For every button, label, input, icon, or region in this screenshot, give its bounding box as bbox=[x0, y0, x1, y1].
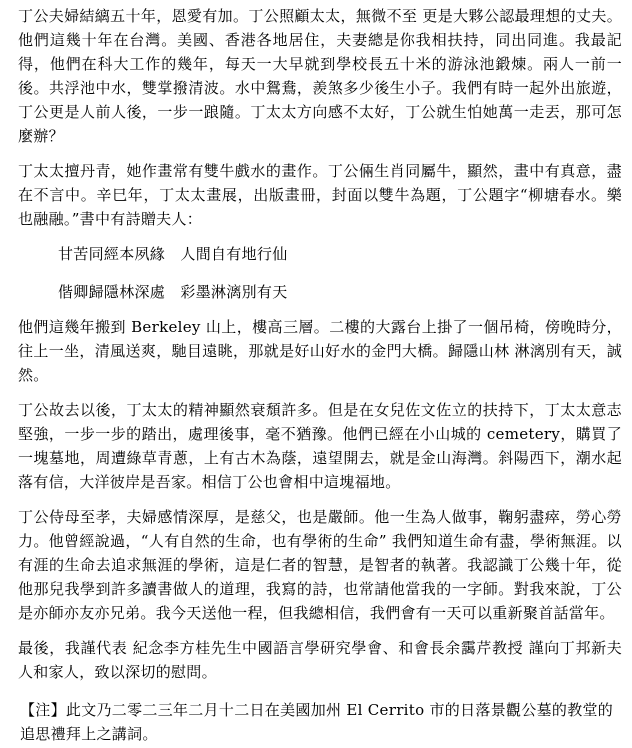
poem-line-1: 甘苦同經本夙緣 人間自有地行仙 bbox=[58, 245, 288, 263]
paragraph-marriage: 丁公夫婦結縭五十年，恩愛有加。丁公照顧太太，無微不至 更是大夥公認最理想的丈夫。他們這幾十年在台灣。美國、香港各地居住，夫妻總是你我相扶持，同出同進。我最記得，他們在科大工作的幾年，每天一大早就到學校長五十米的游泳池鍛煉。兩人一前一後。共浮池中水，雙掌撥清波。水中鴛鴦，羨煞多少後生小子。我們有時一起外出旅遊，丁公更是人前人後，一步一踉隨。丁太太方向感不太好，丁公就生怕她萬一走丟，那可怎麼辦？ bbox=[18, 7, 622, 145]
paragraph-after-passing: 丁公故去以後，丁太太的精神顯然衰頹許多。但是在女兒佐文佐立的扶持下，丁太太意志堅強，一步一步的踏出，處理後事，毫不猶豫。他們已經在小山城的 cemetery，購買了一塊墓地，周遭綠草青蔥，上有古木為蔭，遠望開去，就是金山海灣。斜陽西下，潮水起落有信，大洋彼岸是吾家。相信丁公也會相中這塊福地。 bbox=[18, 401, 622, 491]
poem bbox=[18, 242, 622, 304]
paragraph-berkeley: 他們這幾年搬到 Berkeley 山上，樓高三層。二樓的大露台上掛了一個吊椅，傍晚時分，往上一坐，清風送爽，馳目遠眺，那就是好山好水的金門大橋。歸隱山林 淋漓別有天，誠然。 bbox=[18, 318, 622, 384]
paragraph-character: 丁公侍母至孝，夫婦感情深厚，是慈父，也是嚴師。他一生為人做事，鞠躬盡瘁，勞心勞力。他曾經說過，“人有自然的生命，也有學術的生命” 我們知道生命有盡，學術無涯。以有涯的生命去追求無涯的學術，這是仁者的智慧，是智者的執著。我認識丁公幾十年，從他那兒我學到許多讀書做人的道理，我寫的詩，也常請他當我的一字師。對我來說，丁公是亦師亦友亦兄弟。我今天送他一程，但我總相信，我們會有一天可以重新聚首話當年。 bbox=[18, 508, 622, 622]
poem-line-2: 偕卿歸隱林深處 彩墨淋漓別有天 bbox=[58, 283, 288, 301]
paragraph-painting: 丁太太擅丹青，她作畫常有雙牛戲水的畫作。丁公倆生肖同屬牛，顯然，畫中有真意，盡在不言中。辛巳年，丁太太畫展，出版畫冊，封面以雙牛為題，丁公題字“柳塘春水。樂也融融。”書中有詩贈夫人： bbox=[18, 162, 622, 228]
footnote: 【注】此文乃二零二三年二月十二日在美國加州 El Cerrito 市的日落景觀公墓的教堂的追思禮拜上之講詞。 bbox=[20, 701, 614, 743]
paragraph-condolence: 最後，我謹代表 紀念李方桂先生中國語言學研究學會、和會長余靄芹教授 謹向丁邦新夫人和家人，致以深切的慰問。 bbox=[18, 639, 622, 681]
